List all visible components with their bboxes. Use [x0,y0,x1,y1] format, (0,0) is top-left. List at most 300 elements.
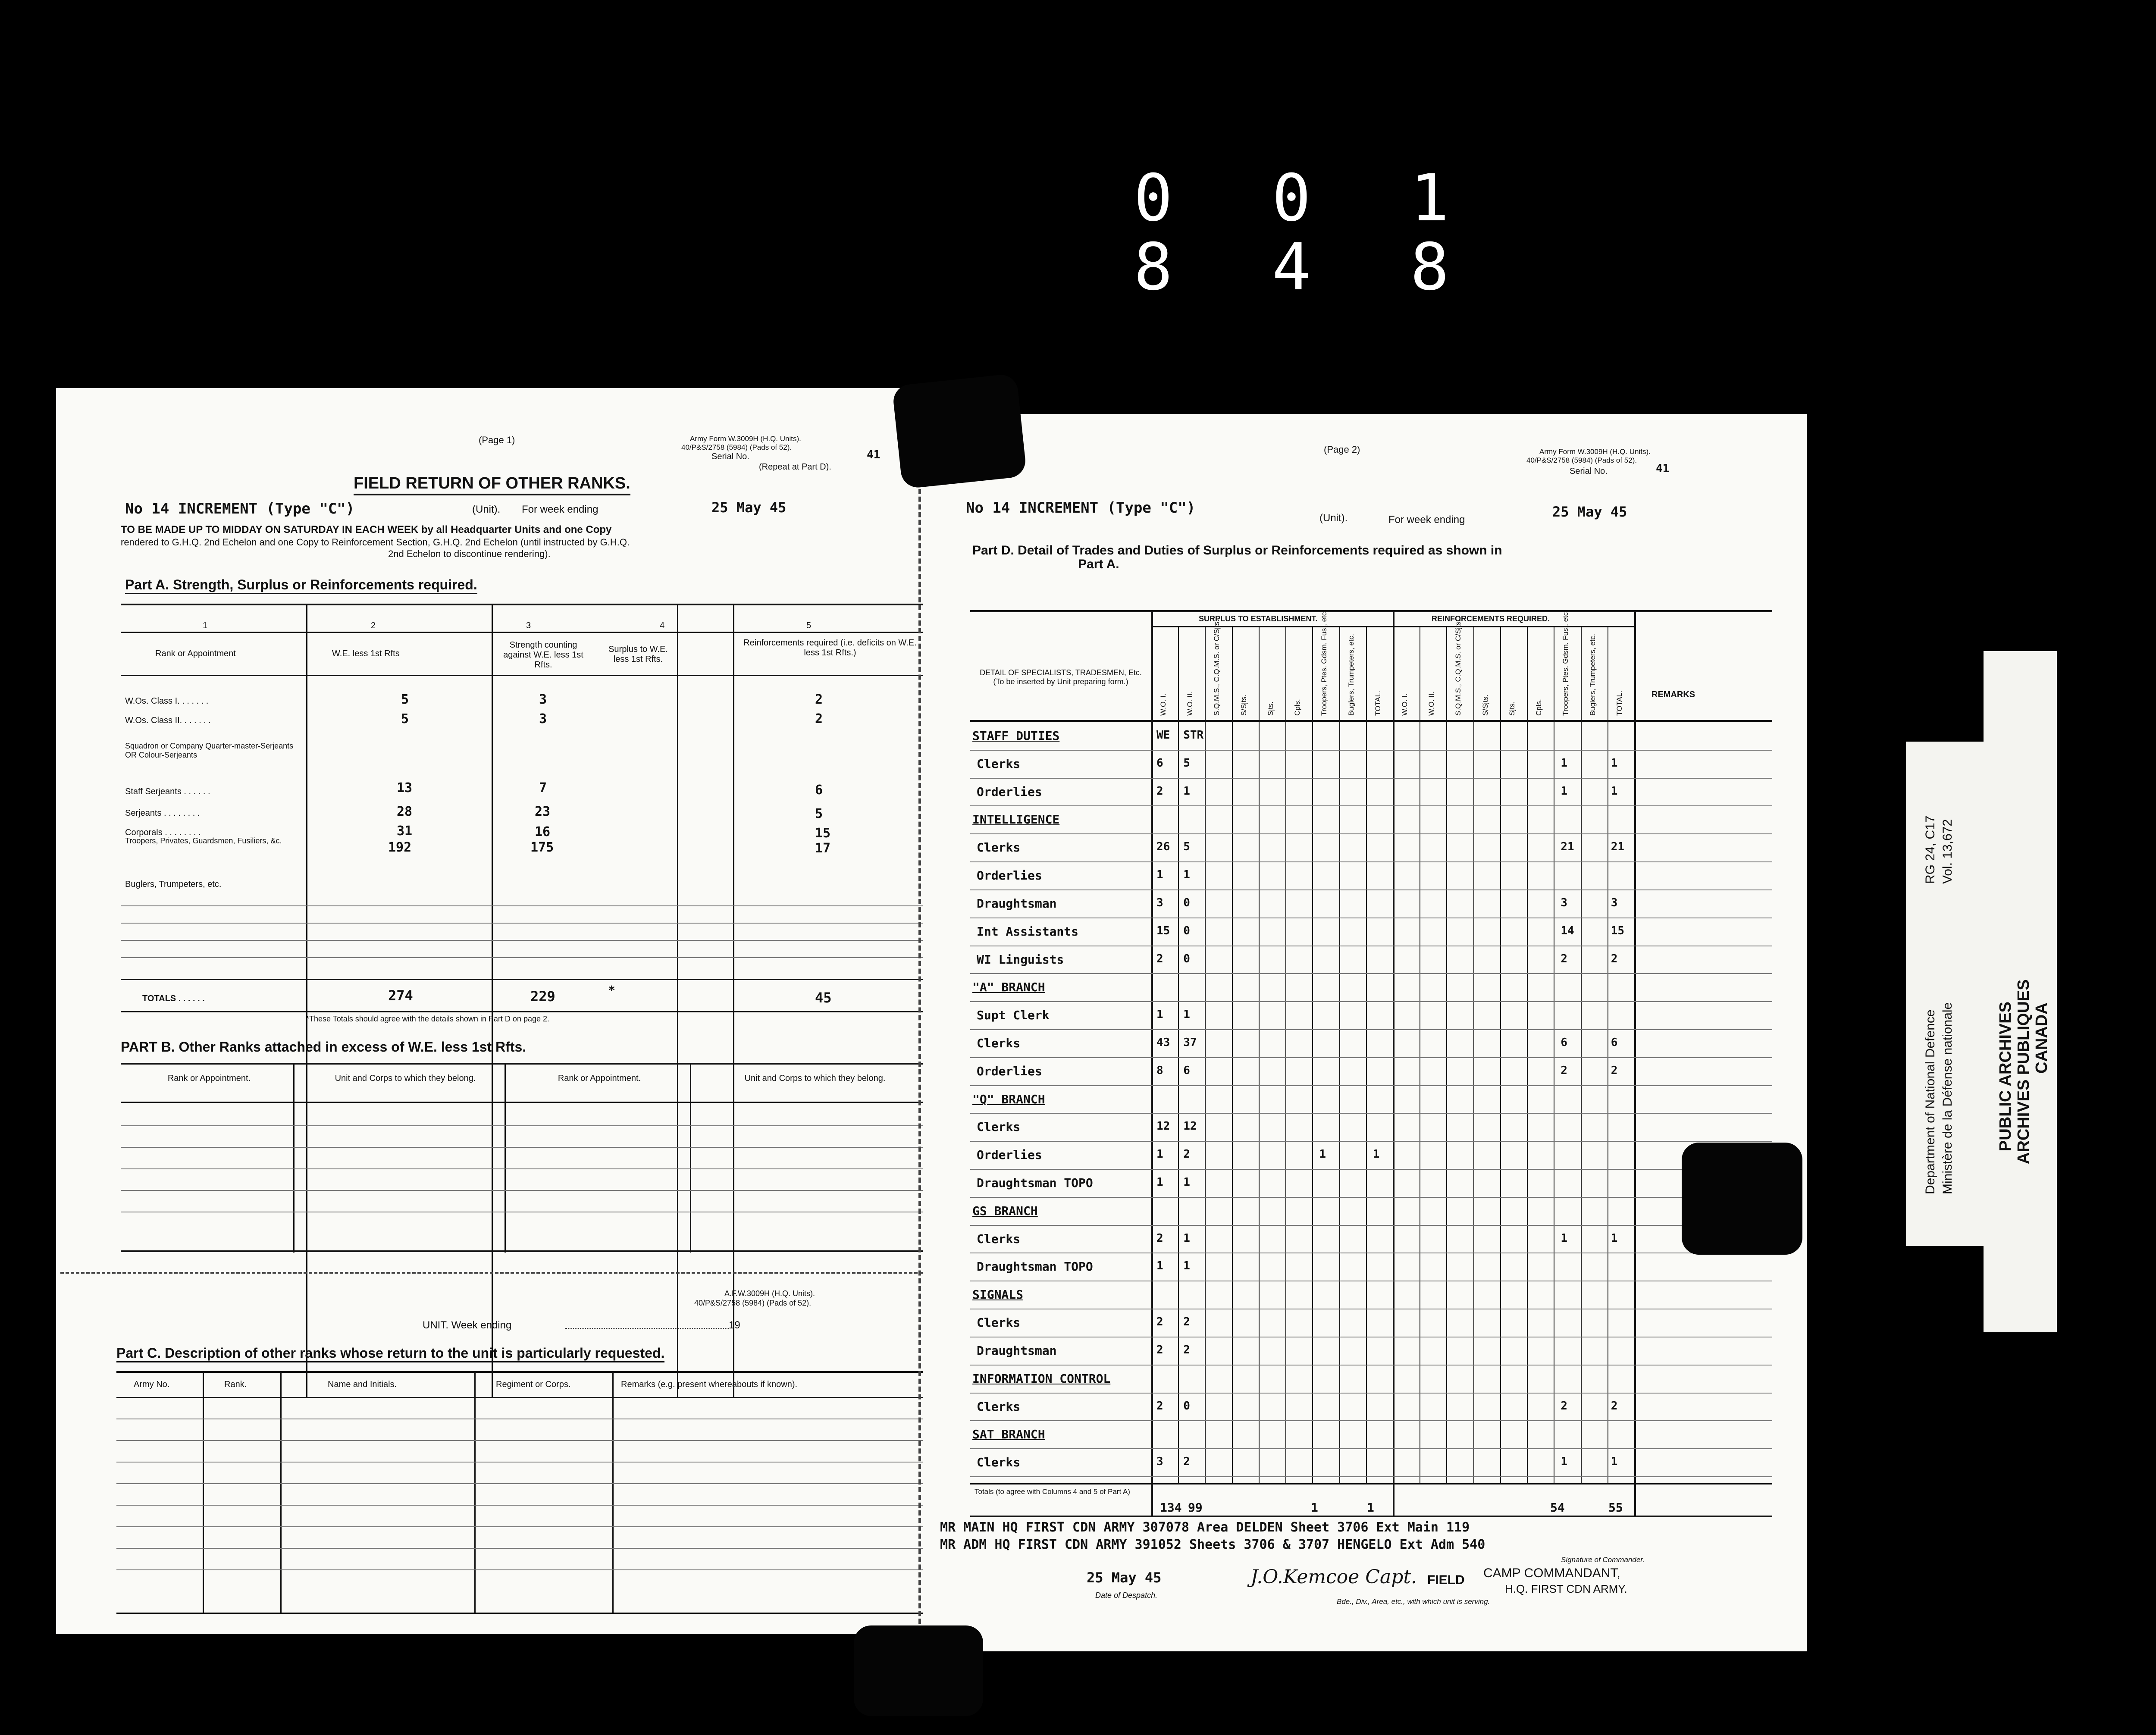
form-code: 40/P&S/2758 (5984) (Pads of 52). [681,443,792,451]
row-we: 1 [1156,1259,1163,1273]
row-str: 1 [1183,1259,1190,1273]
row-label: Clerks [977,1315,1021,1330]
sub-column-rule [1285,627,1286,1483]
row-we: 1 [1156,1148,1163,1161]
row-label: Draughtsman TOPO [977,1259,1093,1274]
totals-str: 99 [1188,1500,1203,1515]
totals-rule [121,979,923,980]
row-str: 12 [1183,1120,1197,1133]
row-reinf-total: 15 [1611,924,1625,937]
signature: J.O.Kemcoe Capt. [1250,1566,1417,1588]
rein-wo2: 2 [815,711,823,727]
sub-column-head: S/Sjts. [1481,694,1489,716]
part-b-head-3: Rank or Appointment. [558,1074,641,1083]
row-we: 43 [1156,1036,1170,1049]
row-surplus-troopers: 1 [1319,1148,1326,1161]
part-a-col-rule [733,604,734,1397]
row-rule [970,1029,1772,1030]
part-b-head-4: Unit and Corps to which they belong. [744,1074,886,1083]
totals-reinf-total: 55 [1608,1500,1623,1515]
str-wo2: 3 [539,711,547,727]
row-label: Orderlies [977,868,1042,883]
sub-column-head: Cpls. [1293,699,1302,716]
row-reinf-troopers: 1 [1561,1455,1567,1469]
sub-column-head: S.Q.M.S., C.Q.M.S. or C/Sjts. [1213,620,1221,716]
row-rule [970,1001,1772,1002]
address-line-2: MR ADM HQ FIRST CDN ARMY 391052 Sheets 3706 & 3707 HENGELO Ext Adm 540 [940,1537,1485,1552]
part-b-top-rule [121,1063,936,1065]
sub-column-head: Sjts. [1266,701,1275,716]
rank-wo1: W.Os. Class I. . . . . . . [125,696,209,706]
col-head-strength: Strength counting against W.E. less 1st Rfts. [503,640,583,670]
ruled-line [121,1168,936,1169]
instruction-line-2: rendered to G.H.Q. 2nd Echelon and one Copy to Reinforcement Section, G.H.Q. 2nd Echelon (until instructed by G.H.Q. [121,537,630,548]
part-a-col-rule [306,604,307,1397]
part-c-col-rule [280,1371,282,1613]
row-reinf-troopers: 21 [1561,840,1574,854]
we-staff-sjts: 13 [397,780,413,795]
sub-column-rule [1205,627,1206,1483]
row-str: 1 [1183,1231,1190,1245]
row-label: Orderlies [977,1064,1042,1078]
rein-wo1: 2 [815,692,823,707]
col-head-surplus: Surplus to W.E. less 1st Rfts. [608,645,668,664]
col-number-3: 3 [526,621,531,630]
row-rule [970,750,1772,751]
part-b-col-rule [690,1063,691,1253]
row-rule [970,1113,1772,1114]
rank-sjts: Serjeants . . . . . . . . [125,808,200,818]
sub-column-rule [1312,627,1313,1483]
row-reinf-troopers: 1 [1561,756,1567,770]
row-rule [970,1141,1772,1142]
we-cpls: 31 [397,824,413,839]
row-rule [970,1448,1772,1449]
row-label: Clerks [977,840,1021,855]
rank-cpls: Corporals . . . . . . . . [125,828,201,837]
section-heading: GS BRANCH [972,1203,1038,1218]
part-c-head-remarks: Remarks (e.g. present whereabouts if known). [621,1380,798,1389]
row-rule [970,1197,1772,1198]
signature-stamp-3: H.Q. FIRST CDN ARMY. [1505,1582,1627,1595]
row-str: 5 [1183,840,1190,854]
row-we: 2 [1156,784,1163,798]
part-b-head-1: Rank or Appointment. [167,1074,251,1083]
cut-dotted-line [565,1328,729,1329]
document-stamp-number: 0 0 1 8 4 8 [1134,161,1479,305]
part-a-head-rule [121,675,923,676]
part-a-title: Part A. Strength, Surplus or Reinforcements required. [125,577,477,594]
signature-stamp-2: CAMP COMMANDANT, [1483,1566,1620,1580]
rank-troopers: Troopers, Privates, Guardsmen, Fusiliers, &c. [125,836,282,845]
serial-value: 41 [1656,462,1670,475]
part-a-head-rule [121,632,923,633]
row-we: 1 [1156,868,1163,882]
row-we: 2 [1156,952,1163,965]
form-ref: Army Form W.3009H (H.Q. Units). [1539,448,1651,456]
part-c-col-rule [474,1371,476,1613]
part-c-head-rank: Rank. [224,1380,247,1389]
part-d-divider [1393,610,1395,1516]
rein-cpls: 15 [815,826,831,841]
card-ref-2: Vol. 13,672 [1940,819,1955,884]
row-str: 0 [1183,924,1190,937]
row-str: 0 [1183,952,1190,965]
sub-column-rule [1581,627,1582,1483]
card-line-2: Ministère de la Défense nationale [1940,1002,1955,1194]
ruled-line [121,957,923,958]
rank-staff-sjts: Staff Serjeants . . . . . . [125,787,210,796]
row-reinf-total: 1 [1611,1231,1618,1245]
row-str: 0 [1183,1399,1190,1412]
unit-value: No 14 INCREMENT (Type "C") [966,499,1196,517]
instruction-line-3: 2nd Echelon to discontinue rendering). [388,548,551,559]
archive-stamp [1984,651,2057,1332]
row-str: 2 [1183,1455,1190,1469]
row-rule [970,861,1772,862]
instruction-line-1: TO BE MADE UP TO MIDDAY ON SATURDAY IN EACH WEEK by all Headquarter Units and one Copy [121,524,612,536]
repeat-note: (Repeat at Part D). [759,462,831,472]
rank-wo2: W.Os. Class II. . . . . . . [125,716,211,725]
cut-form-code: 40/P&S/2758 (5984) (Pads of 52). [694,1299,812,1307]
week-value: 25 May 45 [1552,504,1627,520]
row-str: 6 [1183,1064,1190,1077]
sub-column-head: Troopers, Ptes. Gdsm. Fus., etc. [1561,610,1570,716]
totals-surplus-total: 1 [1367,1500,1374,1515]
str-cpls: 16 [535,824,551,839]
ruled-line [116,1548,927,1549]
ruled-line [121,923,923,924]
sub-column-head: TOTAL. [1615,691,1623,716]
row-we: 2 [1156,1343,1163,1356]
week-value: 25 May 45 [711,499,787,516]
row-reinf-total: 2 [1611,952,1618,965]
row-str: STR [1183,729,1204,742]
ruled-line [116,1483,927,1484]
unit-label: (Unit). [472,504,501,515]
part-c-col-rule [203,1371,204,1613]
section-heading: INFORMATION CONTROL [972,1371,1111,1386]
row-reinf-troopers: 2 [1561,952,1567,965]
part-c-bottom-rule [116,1613,927,1614]
row-reinf-troopers: 3 [1561,896,1567,909]
totals-we: 274 [388,987,413,1004]
row-label: Clerks [977,756,1021,771]
totals-label: Totals (to agree with Columns 4 and 5 of Part A) [975,1488,1130,1496]
row-label: Clerks [977,1036,1021,1050]
part-d-totals-rule [970,1483,1772,1484]
totals-label: TOTALS . . . . . . [142,994,205,1003]
part-c-head-name: Name and Initials. [328,1380,397,1389]
rein-staff-sjts: 6 [815,783,823,798]
rank-cqms: Squadron or Company Quarter-master-Serjeants OR Colour-Serjeants [125,742,294,759]
address-line-1: MR MAIN HQ FIRST CDN ARMY 307078 Area DELDEN Sheet 3706 Ext Main 119 [940,1520,1470,1535]
cut-form-ref: A.F.W.3009H (H.Q. Units). [724,1289,815,1298]
binder-clip-bottom [854,1625,983,1716]
row-we: 26 [1156,840,1170,854]
signature-stamp-1: FIELD [1427,1573,1465,1587]
totals-rein: 45 [815,990,832,1006]
ruled-line [121,1147,936,1148]
totals-note: *These Totals should agree with the details shown in Part D on page 2. [306,1015,550,1023]
part-c-head-army-no: Army No. [134,1380,170,1389]
sub-column-head: TOTAL. [1373,691,1382,716]
row-reinf-total: 6 [1611,1036,1618,1049]
row-we: 1 [1156,1008,1163,1021]
part-d-title-2: Part A. [1078,557,1119,571]
row-label: Orderlies [977,1148,1042,1162]
rein-sjts: 5 [815,806,823,821]
part-d-label-col-rule [1151,610,1153,1516]
col-head-we: W.E. less 1st Rfts [332,649,400,658]
sub-column-rule [1259,627,1260,1483]
sub-column-head: Sjts. [1507,701,1516,716]
row-reinf-troopers: 2 [1561,1064,1567,1077]
part-d-head-rule [970,720,1772,722]
part-c-top-rule [116,1371,927,1373]
col-head-rank: Rank or Appointment [155,649,236,658]
sub-column-rule [1339,627,1340,1483]
week-label: For week ending [522,504,599,515]
totals-str: 229 [530,988,555,1005]
archive-reference-card [1906,742,1984,1246]
row-str: 2 [1183,1148,1190,1161]
totals-reinf-troopers: 54 [1550,1500,1565,1515]
col-number-2: 2 [371,621,376,630]
card-ref-1: RG 24, C17 [1923,815,1937,884]
row-reinf-total: 2 [1611,1399,1618,1412]
row-we: 2 [1156,1315,1163,1329]
row-reinf-total: 21 [1611,840,1625,854]
rank-buglers: Buglers, Trumpeters, etc. [125,880,222,889]
row-we: 3 [1156,896,1163,909]
unit-value: No 14 INCREMENT (Type "C") [125,500,355,517]
sub-column-head: W.O. II. [1427,691,1436,716]
page-label: (Page 2) [1324,444,1360,455]
despatch-label: Date of Despatch. [1095,1591,1158,1600]
part-a-col-rule [492,604,493,1397]
cut-year: 19 [729,1319,740,1331]
sub-column-head: W.O. II. [1186,691,1194,716]
row-reinf-total: 1 [1611,1455,1618,1469]
row-label: Supt Clerk [977,1008,1050,1023]
ruled-line [116,1569,927,1570]
page-1 [56,388,923,1634]
str-staff-sjts: 7 [539,780,547,795]
sub-column-head: Troopers, Ptes. Gdsm. Fus., etc. [1320,610,1329,716]
row-str: 0 [1183,896,1190,909]
row-rule [970,973,1772,974]
part-b-col-rule [505,1063,506,1253]
form-code: 40/P&S/2758 (5984) (Pads of 52). [1526,456,1637,464]
we-wo2: 5 [401,711,409,727]
part-d-bottom-rule [970,1516,1772,1517]
cut-unit-line: UNIT. Week ending [423,1319,512,1331]
row-rule [970,1085,1772,1086]
cut-line [60,1272,923,1274]
week-label: For week ending [1388,514,1465,526]
row-reinf-troopers: 1 [1561,784,1567,798]
row-str: 1 [1183,1176,1190,1189]
row-reinf-troopers: 1 [1561,1231,1567,1245]
totals-surplus-troopers: 1 [1311,1500,1318,1515]
row-rule [970,1420,1772,1421]
sub-column-head: Buglers, Trumpeters, etc. [1347,634,1355,716]
part-a-col-rule [677,604,678,1397]
part-b-col-rule [293,1063,295,1253]
page-fold [918,466,921,1647]
part-b-head-rule [121,1102,936,1103]
rein-troopers: 17 [815,841,831,856]
section-heading: "Q" BRANCH [972,1092,1045,1106]
sub-column-rule [1473,627,1474,1483]
serial-label: Serial No. [1570,467,1608,476]
section-heading: STAFF DUTIES [972,729,1060,743]
row-we: 12 [1156,1120,1170,1133]
part-c-head-rule [116,1397,927,1398]
row-label: Orderlies [977,784,1042,799]
page-label: (Page 1) [479,435,515,445]
row-label: WI Linguists [977,952,1064,967]
col-number-4: 4 [660,621,665,630]
ruled-line [116,1505,927,1506]
sub-column-rule [1500,627,1501,1483]
row-str: 5 [1183,756,1190,770]
section-heading: SIGNALS [972,1287,1024,1302]
row-reinf-troopers: 2 [1561,1399,1567,1412]
row-rule [970,1169,1772,1170]
sub-column-head: W.O. I. [1159,693,1167,716]
serial-value: 41 [867,448,881,461]
binder-clip-top [892,373,1027,489]
section-heading: SAT BRANCH [972,1427,1045,1442]
row-we: 2 [1156,1399,1163,1412]
part-d-title-1: Part D. Detail of Trades and Duties of Surplus or Reinforcements required as shown in [972,543,1502,557]
row-we: 1 [1156,1176,1163,1189]
section-heading: INTELLIGENCE [972,812,1060,827]
row-rule [970,778,1772,779]
sub-column-rule [1178,627,1179,1483]
ruled-line [116,1440,927,1441]
sub-column-rule [1232,627,1233,1483]
sub-column-rule [1366,627,1367,1483]
ruled-line [121,1125,936,1126]
sub-column-head: Buglers, Trumpeters, etc. [1588,634,1597,716]
row-str: 1 [1183,1008,1190,1021]
row-label: Clerks [977,1231,1021,1246]
ruled-line [121,1190,936,1191]
row-we: WE [1156,729,1170,742]
col-number-5: 5 [806,621,812,630]
sub-column-head: Cpls. [1535,699,1543,716]
bde-label: Bde., Div., Area, etc., with which unit is serving. [1337,1597,1490,1606]
despatch-date: 25 May 45 [1087,1569,1162,1586]
row-rule [970,1057,1772,1058]
part-b-head-2: Unit and Corps to which they belong. [335,1074,476,1083]
sub-column-head: S.Q.M.S., C.Q.M.S. or C/Sjts. [1454,620,1463,716]
row-label: Draughtsman [977,896,1057,911]
totals-rule [121,1011,923,1012]
str-wo1: 3 [539,692,547,707]
detail-head: DETAIL OF SPECIALISTS, TRADESMEN, Etc. (To be inserted by Unit preparing form.) [980,668,1142,686]
part-c-col-rule [612,1371,614,1613]
form-title: FIELD RETURN OF OTHER RANKS. [354,474,630,495]
sub-column-rule [1446,627,1447,1483]
ruled-line [116,1462,927,1463]
row-rule [970,1225,1772,1226]
row-str: 37 [1183,1036,1197,1049]
part-b-bottom-rule [121,1250,936,1252]
row-we: 15 [1156,924,1170,937]
row-reinf-total: 3 [1611,896,1618,909]
row-we: 3 [1156,1455,1163,1469]
we-wo1: 5 [401,692,409,707]
we-sjts: 28 [397,804,413,819]
archive-stamp-line-3: CANADA [2033,1002,2051,1074]
row-label: Draughtsman TOPO [977,1176,1093,1190]
part-c-title: Part C. Description of other ranks whose return to the unit is particularly requested. [116,1345,664,1362]
part-c-head-regiment: Regiment or Corps. [496,1380,571,1389]
row-rule [970,833,1772,834]
ruled-line [121,905,923,906]
ruled-line [116,1526,927,1527]
row-we: 8 [1156,1064,1163,1077]
reinforcements-head: REINFORCEMENTS REQUIRED. [1432,614,1550,623]
row-rule [970,805,1772,806]
binder-clip-right [1682,1143,1802,1255]
surplus-head: SURPLUS TO ESTABLISHMENT. [1199,614,1318,623]
row-reinf-total: 2 [1611,1064,1618,1077]
serial-label: Serial No. [711,452,749,461]
page-2 [923,414,1807,1651]
col-head-reinforcements: Reinforcements required (i.e. deficits on W.E. less 1st Rfts.) [743,638,917,658]
row-reinf-total: 1 [1611,756,1618,770]
sub-column-head: S/Sjts. [1239,694,1248,716]
row-surplus-total: 1 [1373,1148,1380,1161]
archive-stamp-line-1: PUBLIC ARCHIVES [1996,1002,2015,1151]
row-rule [970,889,1772,890]
row-reinf-total: 1 [1611,784,1618,798]
row-rule [970,1476,1772,1477]
remarks-head: REMARKS [1651,690,1695,699]
row-label: Int Assistants [977,924,1079,939]
sub-column-rule [1527,627,1528,1483]
part-d-remarks-divider [1634,610,1636,1516]
sub-column-head: W.O. I. [1401,693,1409,716]
form-ref: Army Form W.3009H (H.Q. Units). [690,435,801,443]
row-label: Clerks [977,1120,1021,1134]
row-we: 2 [1156,1231,1163,1245]
we-troopers: 192 [388,840,412,855]
part-d-top-rule [970,610,1772,612]
totals-we: 134 [1160,1500,1182,1515]
row-we: 6 [1156,756,1163,770]
card-line-1: Department of National Defence [1923,1009,1937,1194]
row-rule [970,1393,1772,1394]
row-label: Clerks [977,1399,1021,1414]
str-troopers: 175 [530,840,554,855]
signature-caption: Signature of Commander. [1561,1556,1645,1564]
row-str: 1 [1183,868,1190,882]
col-number-1: 1 [203,621,208,630]
row-label: Draughtsman [977,1343,1057,1358]
row-str: 2 [1183,1343,1190,1356]
row-str: 2 [1183,1315,1190,1329]
row-reinf-troopers: 6 [1561,1036,1567,1049]
row-str: 1 [1183,784,1190,798]
row-reinf-troopers: 14 [1561,924,1574,937]
totals-sur: * [608,983,615,997]
